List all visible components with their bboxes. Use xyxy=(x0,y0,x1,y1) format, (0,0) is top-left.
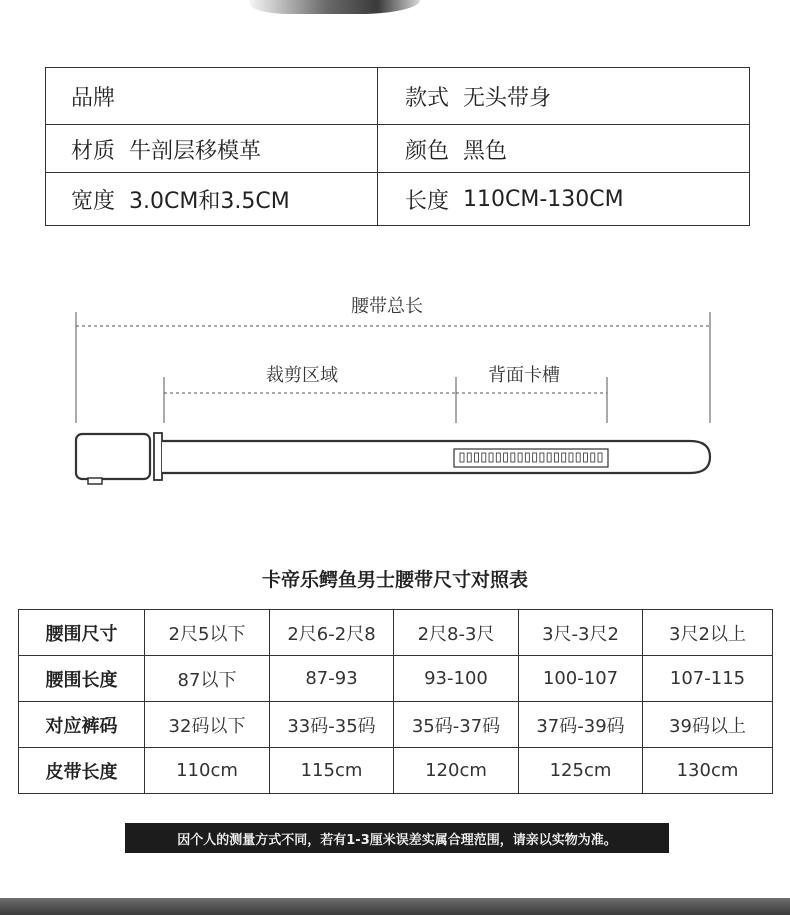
measurement-note: 因个人的测量方式不同，若有1-3厘米误差实属合理范围，请亲以实物为准。 xyxy=(125,823,669,853)
spec-value: 无头带身 xyxy=(463,85,552,111)
slot-hole xyxy=(475,453,479,462)
table-cell: 33码-35码 xyxy=(270,702,394,748)
slot-hole xyxy=(554,453,558,462)
slot-hole xyxy=(511,453,515,462)
table-cell: 93-100 xyxy=(394,656,519,702)
buckle-bar xyxy=(154,433,162,480)
bottom-divider xyxy=(0,898,790,915)
slot-hole xyxy=(562,453,566,462)
spec-cell-color xyxy=(378,125,749,173)
table-cell: 39码以上 xyxy=(643,702,773,748)
table-cell: 110cm xyxy=(145,748,270,794)
slot-hole xyxy=(598,453,602,462)
spec-value: 3.0CM和3.5CM xyxy=(129,189,290,214)
slot-hole xyxy=(576,453,580,462)
table-cell: 35码-37码 xyxy=(394,702,519,748)
spec-cell-width xyxy=(46,173,378,226)
table-cell: 107-115 xyxy=(643,656,773,702)
spec-label: 材质 xyxy=(71,138,116,164)
table-cell: 37码-39码 xyxy=(519,702,643,748)
spec-row xyxy=(46,124,749,173)
table-cell: 100-107 xyxy=(519,656,643,702)
table-cell: 87-93 xyxy=(270,656,394,702)
slot-hole xyxy=(591,453,595,462)
product-image-edge xyxy=(250,0,420,14)
table-cell: 3尺-3尺2 xyxy=(519,610,643,656)
table-row xyxy=(19,702,773,748)
spec-value: 黑色 xyxy=(463,138,508,164)
spec-cell-brand xyxy=(46,68,378,124)
slot-hole xyxy=(482,453,486,462)
table-row xyxy=(19,610,773,656)
table-cell: 125cm xyxy=(519,748,643,794)
slot-hole xyxy=(583,453,587,462)
buckle-outline xyxy=(76,434,150,479)
slot-hole xyxy=(504,453,508,462)
table-cell: 2尺8-3尺 xyxy=(394,610,519,656)
spec-cell-length xyxy=(378,173,749,226)
total-length-label: 腰带总长 xyxy=(351,296,423,317)
slot-hole xyxy=(547,453,551,462)
size-chart-title: 卡帝乐鳄鱼男士腰带尺寸对照表 xyxy=(261,569,528,591)
spec-label: 长度 xyxy=(405,189,450,214)
slot-hole xyxy=(489,453,493,462)
slot-hole xyxy=(518,453,522,462)
spec-row xyxy=(46,68,749,124)
table-cell: 3尺2以上 xyxy=(643,610,773,656)
belt-strap-outline xyxy=(162,441,710,473)
slot-hole xyxy=(569,453,573,462)
row-header: 腰围长度 xyxy=(19,656,145,702)
spec-row xyxy=(46,172,749,226)
slot-hole xyxy=(460,453,464,462)
slot-hole xyxy=(540,453,544,462)
table-cell: 2尺5以下 xyxy=(145,610,270,656)
size-chart-table xyxy=(18,609,773,794)
spec-value: 110CM-130CM xyxy=(463,187,624,212)
table-row xyxy=(19,656,773,702)
slot-hole xyxy=(496,453,500,462)
row-header: 腰围尺寸 xyxy=(19,610,145,656)
table-cell: 120cm xyxy=(394,748,519,794)
slot-hole xyxy=(525,453,529,462)
spec-cell-style xyxy=(378,68,749,124)
row-header: 对应裤码 xyxy=(19,702,145,748)
belt-diagram xyxy=(0,280,790,500)
spec-label: 宽度 xyxy=(71,189,116,214)
spec-cell-material xyxy=(46,125,378,173)
spec-table xyxy=(45,67,750,226)
table-cell: 130cm xyxy=(643,748,773,794)
table-cell: 115cm xyxy=(270,748,394,794)
buckle-clip xyxy=(88,478,102,484)
slot-hole xyxy=(467,453,471,462)
table-cell: 2尺6-2尺8 xyxy=(270,610,394,656)
spec-label: 款式 xyxy=(405,85,450,111)
back-slot-label: 背面卡槽 xyxy=(488,365,560,386)
slot-hole xyxy=(533,453,537,462)
cut-area-label: 裁剪区域 xyxy=(266,365,338,386)
row-header: 皮带长度 xyxy=(19,748,145,794)
table-row xyxy=(19,748,773,794)
table-cell: 32码以下 xyxy=(145,702,270,748)
spec-label: 颜色 xyxy=(405,138,450,164)
spec-label: 品牌 xyxy=(71,85,116,111)
table-cell: 87以下 xyxy=(145,656,270,702)
spec-value: 牛剖层移模革 xyxy=(129,138,262,164)
